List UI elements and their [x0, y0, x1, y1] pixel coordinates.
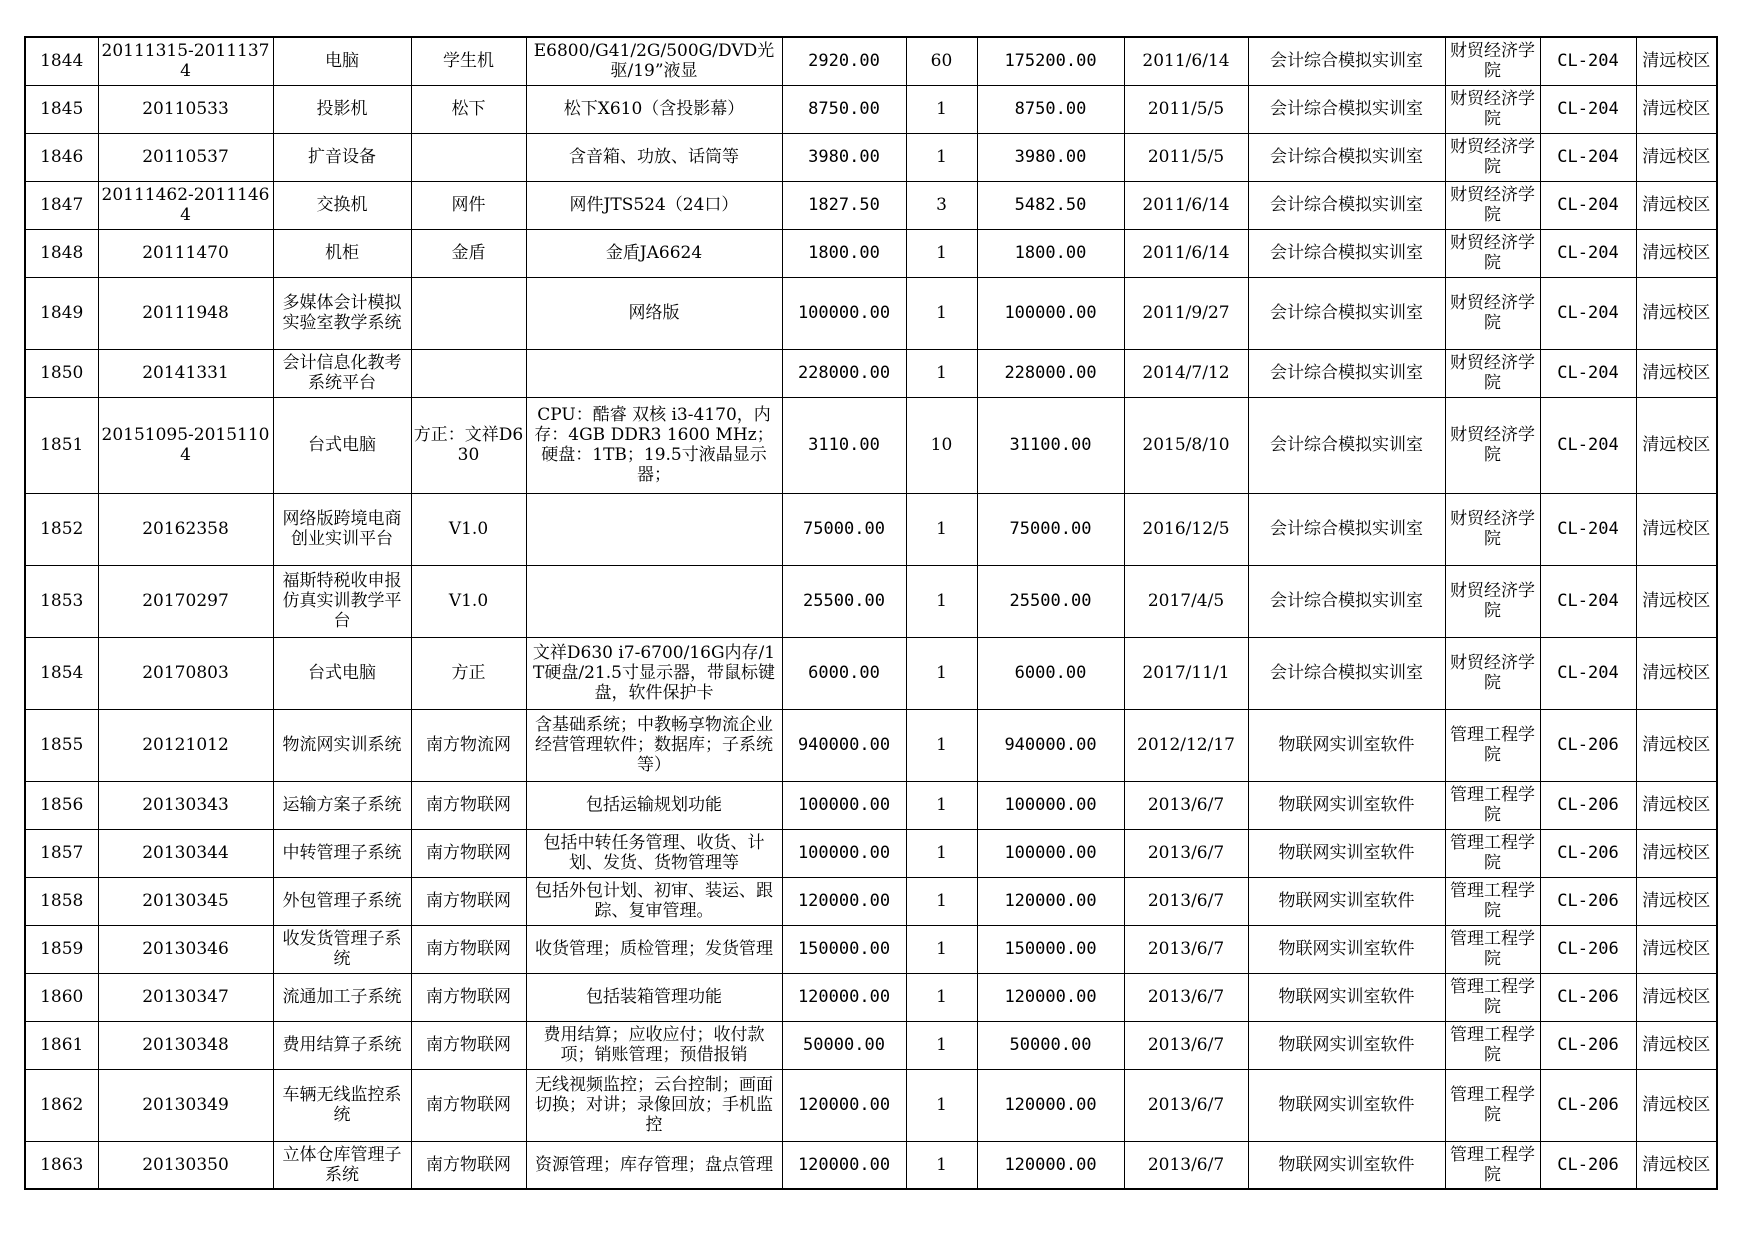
- cell-specification: 含音箱、功放、话筒等: [526, 133, 782, 181]
- cell-quantity: 1: [906, 85, 977, 133]
- cell-purchase-date: 2011/6/14: [1124, 37, 1248, 85]
- cell-asset-id: 20170297: [98, 565, 273, 637]
- cell-specification: 收货管理；质检管理；发货管理: [526, 925, 782, 973]
- cell-asset-id: 20130348: [98, 1021, 273, 1069]
- cell-location: 物联网实训室软件: [1248, 1141, 1445, 1189]
- cell-amount: 150000.00: [977, 925, 1124, 973]
- table-row: [25, 781, 1717, 829]
- cell-asset-name: 费用结算子系统: [273, 1021, 411, 1069]
- cell-amount: 3980.00: [977, 133, 1124, 181]
- table-row: [25, 1141, 1717, 1189]
- cell-serial-number: 1846: [25, 133, 98, 181]
- cell-asset-name: 电脑: [273, 37, 411, 85]
- cell-purchase-date: 2016/12/5: [1124, 493, 1248, 565]
- cell-room: CL-204: [1540, 397, 1636, 493]
- cell-location: 物联网实训室软件: [1248, 781, 1445, 829]
- cell-unit-price: 75000.00: [782, 493, 906, 565]
- cell-serial-number: 1850: [25, 349, 98, 397]
- cell-campus: 清远校区: [1636, 277, 1717, 349]
- cell-location: 会计综合模拟实训室: [1248, 37, 1445, 85]
- cell-room: CL-206: [1540, 1021, 1636, 1069]
- cell-department: 管理工程学院: [1445, 1069, 1540, 1141]
- table-row: [25, 133, 1717, 181]
- table-row: [25, 277, 1717, 349]
- cell-serial-number: 1862: [25, 1069, 98, 1141]
- cell-specification: CPU：酷睿 双核 i3-4170，内存：4GB DDR3 1600 MHz；硬盘：1TB；19.5寸液晶显示器；: [526, 397, 782, 493]
- cell-amount: 8750.00: [977, 85, 1124, 133]
- cell-amount: 6000.00: [977, 637, 1124, 709]
- cell-unit-price: 25500.00: [782, 565, 906, 637]
- cell-room: CL-206: [1540, 1141, 1636, 1189]
- cell-unit-price: 100000.00: [782, 277, 906, 349]
- cell-brand-model: 南方物联网: [411, 925, 526, 973]
- cell-campus: 清远校区: [1636, 565, 1717, 637]
- cell-brand-model: 南方物联网: [411, 1069, 526, 1141]
- cell-department: 管理工程学院: [1445, 973, 1540, 1021]
- cell-asset-id: 20130343: [98, 781, 273, 829]
- cell-purchase-date: 2015/8/10: [1124, 397, 1248, 493]
- cell-asset-name: 车辆无线监控系统: [273, 1069, 411, 1141]
- cell-location: 物联网实训室软件: [1248, 925, 1445, 973]
- cell-department: 财贸经济学院: [1445, 85, 1540, 133]
- cell-asset-name: 网络版跨境电商创业实训平台: [273, 493, 411, 565]
- cell-asset-name: 中转管理子系统: [273, 829, 411, 877]
- cell-brand-model: [411, 277, 526, 349]
- cell-serial-number: 1860: [25, 973, 98, 1021]
- cell-purchase-date: 2011/6/14: [1124, 181, 1248, 229]
- cell-brand-model: 南方物联网: [411, 1021, 526, 1069]
- cell-campus: 清远校区: [1636, 85, 1717, 133]
- table-row: [25, 181, 1717, 229]
- cell-unit-price: 1800.00: [782, 229, 906, 277]
- cell-department: 管理工程学院: [1445, 877, 1540, 925]
- cell-quantity: 3: [906, 181, 977, 229]
- cell-brand-model: 学生机: [411, 37, 526, 85]
- table-row: [25, 37, 1717, 85]
- table-row: [25, 397, 1717, 493]
- cell-location: 物联网实训室软件: [1248, 829, 1445, 877]
- table-row: [25, 229, 1717, 277]
- cell-brand-model: 松下: [411, 85, 526, 133]
- cell-room: CL-206: [1540, 973, 1636, 1021]
- cell-asset-name: 台式电脑: [273, 397, 411, 493]
- cell-asset-name: 福斯特税收申报仿真实训教学平台: [273, 565, 411, 637]
- cell-campus: 清远校区: [1636, 493, 1717, 565]
- cell-asset-name: 多媒体会计模拟实验室教学系统: [273, 277, 411, 349]
- cell-specification: 网件JTS524（24口）: [526, 181, 782, 229]
- cell-quantity: 1: [906, 133, 977, 181]
- cell-amount: 940000.00: [977, 709, 1124, 781]
- cell-serial-number: 1861: [25, 1021, 98, 1069]
- table-row: [25, 877, 1717, 925]
- cell-specification: 包括中转任务管理、收货、计划、发货、货物管理等: [526, 829, 782, 877]
- cell-purchase-date: 2011/6/14: [1124, 229, 1248, 277]
- cell-room: CL-206: [1540, 877, 1636, 925]
- cell-specification: 松下X610（含投影幕）: [526, 85, 782, 133]
- table-row: [25, 637, 1717, 709]
- cell-amount: 100000.00: [977, 277, 1124, 349]
- cell-quantity: 1: [906, 709, 977, 781]
- cell-amount: 175200.00: [977, 37, 1124, 85]
- cell-brand-model: [411, 349, 526, 397]
- cell-purchase-date: 2011/5/5: [1124, 85, 1248, 133]
- cell-purchase-date: 2017/4/5: [1124, 565, 1248, 637]
- cell-specification: E6800/G41/2G/500G/DVD光驱/19”液显: [526, 37, 782, 85]
- cell-specification: [526, 565, 782, 637]
- cell-specification: 无线视频监控；云台控制；画面切换；对讲；录像回放；手机监控: [526, 1069, 782, 1141]
- cell-amount: 50000.00: [977, 1021, 1124, 1069]
- cell-room: CL-204: [1540, 133, 1636, 181]
- cell-specification: 资源管理；库存管理；盘点管理: [526, 1141, 782, 1189]
- cell-quantity: 1: [906, 349, 977, 397]
- cell-asset-name: 收发货管理子系统: [273, 925, 411, 973]
- cell-purchase-date: 2013/6/7: [1124, 781, 1248, 829]
- table-row: [25, 349, 1717, 397]
- cell-quantity: 1: [906, 565, 977, 637]
- cell-location: 会计综合模拟实训室: [1248, 277, 1445, 349]
- cell-location: 物联网实训室软件: [1248, 973, 1445, 1021]
- cell-asset-id: 20130347: [98, 973, 273, 1021]
- cell-asset-name: 扩音设备: [273, 133, 411, 181]
- cell-asset-id: 20130346: [98, 925, 273, 973]
- cell-quantity: 1: [906, 229, 977, 277]
- cell-quantity: 1: [906, 1141, 977, 1189]
- cell-location: 会计综合模拟实训室: [1248, 85, 1445, 133]
- cell-brand-model: 南方物联网: [411, 877, 526, 925]
- table-row: [25, 829, 1717, 877]
- cell-serial-number: 1854: [25, 637, 98, 709]
- cell-amount: 120000.00: [977, 1069, 1124, 1141]
- cell-room: CL-206: [1540, 781, 1636, 829]
- cell-brand-model: 网件: [411, 181, 526, 229]
- cell-asset-name: 运输方案子系统: [273, 781, 411, 829]
- cell-serial-number: 1855: [25, 709, 98, 781]
- cell-room: CL-204: [1540, 229, 1636, 277]
- cell-specification: 包括运输规划功能: [526, 781, 782, 829]
- cell-unit-price: 6000.00: [782, 637, 906, 709]
- cell-room: CL-204: [1540, 565, 1636, 637]
- cell-location: 会计综合模拟实训室: [1248, 493, 1445, 565]
- table-row: [25, 1021, 1717, 1069]
- cell-campus: 清远校区: [1636, 229, 1717, 277]
- cell-campus: 清远校区: [1636, 709, 1717, 781]
- cell-amount: 120000.00: [977, 877, 1124, 925]
- cell-unit-price: 228000.00: [782, 349, 906, 397]
- cell-purchase-date: 2013/6/7: [1124, 1021, 1248, 1069]
- cell-campus: 清远校区: [1636, 877, 1717, 925]
- cell-quantity: 10: [906, 397, 977, 493]
- cell-unit-price: 120000.00: [782, 973, 906, 1021]
- cell-unit-price: 150000.00: [782, 925, 906, 973]
- cell-brand-model: V1.0: [411, 493, 526, 565]
- cell-serial-number: 1852: [25, 493, 98, 565]
- cell-quantity: 1: [906, 1069, 977, 1141]
- cell-purchase-date: 2013/6/7: [1124, 1141, 1248, 1189]
- cell-asset-name: 机柜: [273, 229, 411, 277]
- cell-serial-number: 1859: [25, 925, 98, 973]
- cell-purchase-date: 2013/6/7: [1124, 973, 1248, 1021]
- cell-campus: 清远校区: [1636, 133, 1717, 181]
- cell-specification: 费用结算；应收应付；收付款项；销账管理；预借报销: [526, 1021, 782, 1069]
- cell-specification: 包括外包计划、初审、装运、跟踪、复审管理。: [526, 877, 782, 925]
- cell-room: CL-204: [1540, 85, 1636, 133]
- cell-asset-id: 20111462-20111464: [98, 181, 273, 229]
- cell-purchase-date: 2013/6/7: [1124, 877, 1248, 925]
- cell-quantity: 1: [906, 973, 977, 1021]
- cell-brand-model: 南方物联网: [411, 1141, 526, 1189]
- cell-location: 物联网实训室软件: [1248, 1021, 1445, 1069]
- cell-purchase-date: 2012/12/17: [1124, 709, 1248, 781]
- cell-department: 财贸经济学院: [1445, 565, 1540, 637]
- cell-unit-price: 120000.00: [782, 1069, 906, 1141]
- table-row: [25, 493, 1717, 565]
- cell-asset-id: 20141331: [98, 349, 273, 397]
- cell-serial-number: 1847: [25, 181, 98, 229]
- cell-asset-id: 20121012: [98, 709, 273, 781]
- cell-room: CL-206: [1540, 709, 1636, 781]
- cell-asset-id: 20130345: [98, 877, 273, 925]
- cell-room: CL-204: [1540, 37, 1636, 85]
- cell-brand-model: 方正：文祥D630: [411, 397, 526, 493]
- cell-campus: 清远校区: [1636, 1141, 1717, 1189]
- cell-asset-name: 投影机: [273, 85, 411, 133]
- cell-specification: 含基础系统；中教畅享物流企业经营管理软件；数据库；子系统等）: [526, 709, 782, 781]
- table-row: [25, 1069, 1717, 1141]
- cell-purchase-date: 2017/11/1: [1124, 637, 1248, 709]
- cell-room: CL-204: [1540, 493, 1636, 565]
- cell-asset-name: 外包管理子系统: [273, 877, 411, 925]
- cell-purchase-date: 2013/6/7: [1124, 1069, 1248, 1141]
- cell-department: 财贸经济学院: [1445, 397, 1540, 493]
- cell-serial-number: 1858: [25, 877, 98, 925]
- cell-quantity: 1: [906, 277, 977, 349]
- cell-quantity: 1: [906, 493, 977, 565]
- cell-campus: 清远校区: [1636, 349, 1717, 397]
- cell-department: 财贸经济学院: [1445, 229, 1540, 277]
- cell-specification: 网络版: [526, 277, 782, 349]
- cell-purchase-date: 2013/6/7: [1124, 925, 1248, 973]
- table-row: [25, 709, 1717, 781]
- cell-brand-model: [411, 133, 526, 181]
- cell-asset-name: 流通加工子系统: [273, 973, 411, 1021]
- table-row: [25, 85, 1717, 133]
- cell-department: 财贸经济学院: [1445, 37, 1540, 85]
- cell-location: 会计综合模拟实训室: [1248, 397, 1445, 493]
- cell-asset-id: 20110533: [98, 85, 273, 133]
- cell-campus: 清远校区: [1636, 1069, 1717, 1141]
- cell-amount: 31100.00: [977, 397, 1124, 493]
- cell-quantity: 1: [906, 925, 977, 973]
- cell-serial-number: 1856: [25, 781, 98, 829]
- cell-department: 管理工程学院: [1445, 829, 1540, 877]
- cell-asset-name: 交换机: [273, 181, 411, 229]
- cell-asset-id: 20162358: [98, 493, 273, 565]
- cell-brand-model: V1.0: [411, 565, 526, 637]
- cell-unit-price: 120000.00: [782, 877, 906, 925]
- cell-location: 会计综合模拟实训室: [1248, 637, 1445, 709]
- cell-purchase-date: 2013/6/7: [1124, 829, 1248, 877]
- cell-serial-number: 1849: [25, 277, 98, 349]
- cell-location: 物联网实训室软件: [1248, 1069, 1445, 1141]
- cell-unit-price: 1827.50: [782, 181, 906, 229]
- cell-asset-id: 20130349: [98, 1069, 273, 1141]
- cell-department: 管理工程学院: [1445, 709, 1540, 781]
- cell-campus: 清远校区: [1636, 181, 1717, 229]
- cell-specification: 金盾JA6624: [526, 229, 782, 277]
- cell-location: 会计综合模拟实训室: [1248, 229, 1445, 277]
- cell-amount: 100000.00: [977, 829, 1124, 877]
- cell-department: 财贸经济学院: [1445, 277, 1540, 349]
- cell-quantity: 60: [906, 37, 977, 85]
- cell-department: 财贸经济学院: [1445, 133, 1540, 181]
- cell-department: 管理工程学院: [1445, 925, 1540, 973]
- cell-asset-name: 立体仓库管理子系统: [273, 1141, 411, 1189]
- cell-brand-model: 方正: [411, 637, 526, 709]
- table-row: [25, 973, 1717, 1021]
- cell-brand-model: 南方物联网: [411, 973, 526, 1021]
- cell-department: 财贸经济学院: [1445, 637, 1540, 709]
- cell-brand-model: 南方物联网: [411, 781, 526, 829]
- cell-unit-price: 50000.00: [782, 1021, 906, 1069]
- cell-brand-model: 南方物联网: [411, 829, 526, 877]
- cell-location: 物联网实训室软件: [1248, 877, 1445, 925]
- cell-unit-price: 100000.00: [782, 781, 906, 829]
- cell-department: 管理工程学院: [1445, 1021, 1540, 1069]
- cell-amount: 75000.00: [977, 493, 1124, 565]
- cell-specification: 文祥D630 i7-6700/16G内存/1T硬盘/21.5寸显示器，带鼠标键盘，软件保护卡: [526, 637, 782, 709]
- cell-room: CL-206: [1540, 925, 1636, 973]
- cell-quantity: 1: [906, 1021, 977, 1069]
- cell-amount: 25500.00: [977, 565, 1124, 637]
- cell-location: 会计综合模拟实训室: [1248, 133, 1445, 181]
- cell-unit-price: 940000.00: [782, 709, 906, 781]
- cell-amount: 100000.00: [977, 781, 1124, 829]
- cell-campus: 清远校区: [1636, 637, 1717, 709]
- cell-location: 会计综合模拟实训室: [1248, 565, 1445, 637]
- cell-asset-id: 20151095-20151104: [98, 397, 273, 493]
- cell-campus: 清远校区: [1636, 1021, 1717, 1069]
- cell-purchase-date: 2011/9/27: [1124, 277, 1248, 349]
- cell-campus: 清远校区: [1636, 829, 1717, 877]
- cell-asset-name: 台式电脑: [273, 637, 411, 709]
- cell-specification: [526, 349, 782, 397]
- cell-unit-price: 100000.00: [782, 829, 906, 877]
- cell-amount: 5482.50: [977, 181, 1124, 229]
- cell-department: 财贸经济学院: [1445, 181, 1540, 229]
- cell-amount: 120000.00: [977, 1141, 1124, 1189]
- cell-asset-id: 20130344: [98, 829, 273, 877]
- cell-campus: 清远校区: [1636, 973, 1717, 1021]
- cell-campus: 清远校区: [1636, 37, 1717, 85]
- cell-serial-number: 1863: [25, 1141, 98, 1189]
- cell-asset-name: 物流网实训系统: [273, 709, 411, 781]
- cell-purchase-date: 2014/7/12: [1124, 349, 1248, 397]
- cell-quantity: 1: [906, 877, 977, 925]
- table-row: [25, 565, 1717, 637]
- cell-campus: 清远校区: [1636, 925, 1717, 973]
- cell-location: 会计综合模拟实训室: [1248, 349, 1445, 397]
- cell-unit-price: 8750.00: [782, 85, 906, 133]
- cell-amount: 228000.00: [977, 349, 1124, 397]
- cell-quantity: 1: [906, 829, 977, 877]
- cell-location: 会计综合模拟实训室: [1248, 181, 1445, 229]
- cell-location: 物联网实训室软件: [1248, 709, 1445, 781]
- cell-department: 财贸经济学院: [1445, 493, 1540, 565]
- cell-room: CL-206: [1540, 1069, 1636, 1141]
- cell-serial-number: 1848: [25, 229, 98, 277]
- cell-asset-id: 20170803: [98, 637, 273, 709]
- asset-inventory-table: [24, 36, 1718, 1190]
- table-row: [25, 925, 1717, 973]
- cell-room: CL-204: [1540, 637, 1636, 709]
- cell-brand-model: 南方物流网: [411, 709, 526, 781]
- cell-asset-name: 会计信息化教考系统平台: [273, 349, 411, 397]
- cell-purchase-date: 2011/5/5: [1124, 133, 1248, 181]
- cell-asset-id: 20110537: [98, 133, 273, 181]
- cell-campus: 清远校区: [1636, 397, 1717, 493]
- cell-specification: [526, 493, 782, 565]
- cell-unit-price: 3980.00: [782, 133, 906, 181]
- cell-amount: 120000.00: [977, 973, 1124, 1021]
- cell-quantity: 1: [906, 637, 977, 709]
- cell-unit-price: 3110.00: [782, 397, 906, 493]
- cell-amount: 1800.00: [977, 229, 1124, 277]
- cell-brand-model: 金盾: [411, 229, 526, 277]
- cell-unit-price: 2920.00: [782, 37, 906, 85]
- cell-asset-id: 20111315-20111374: [98, 37, 273, 85]
- cell-serial-number: 1844: [25, 37, 98, 85]
- cell-room: CL-206: [1540, 829, 1636, 877]
- cell-department: 管理工程学院: [1445, 1141, 1540, 1189]
- cell-room: CL-204: [1540, 349, 1636, 397]
- cell-asset-id: 20111470: [98, 229, 273, 277]
- cell-room: CL-204: [1540, 277, 1636, 349]
- table-body: [25, 37, 1717, 1189]
- cell-asset-id: 20111948: [98, 277, 273, 349]
- cell-department: 财贸经济学院: [1445, 349, 1540, 397]
- cell-serial-number: 1857: [25, 829, 98, 877]
- cell-serial-number: 1853: [25, 565, 98, 637]
- cell-serial-number: 1851: [25, 397, 98, 493]
- cell-specification: 包括装箱管理功能: [526, 973, 782, 1021]
- cell-asset-id: 20130350: [98, 1141, 273, 1189]
- cell-unit-price: 120000.00: [782, 1141, 906, 1189]
- cell-department: 管理工程学院: [1445, 781, 1540, 829]
- cell-room: CL-204: [1540, 181, 1636, 229]
- cell-serial-number: 1845: [25, 85, 98, 133]
- cell-campus: 清远校区: [1636, 781, 1717, 829]
- cell-quantity: 1: [906, 781, 977, 829]
